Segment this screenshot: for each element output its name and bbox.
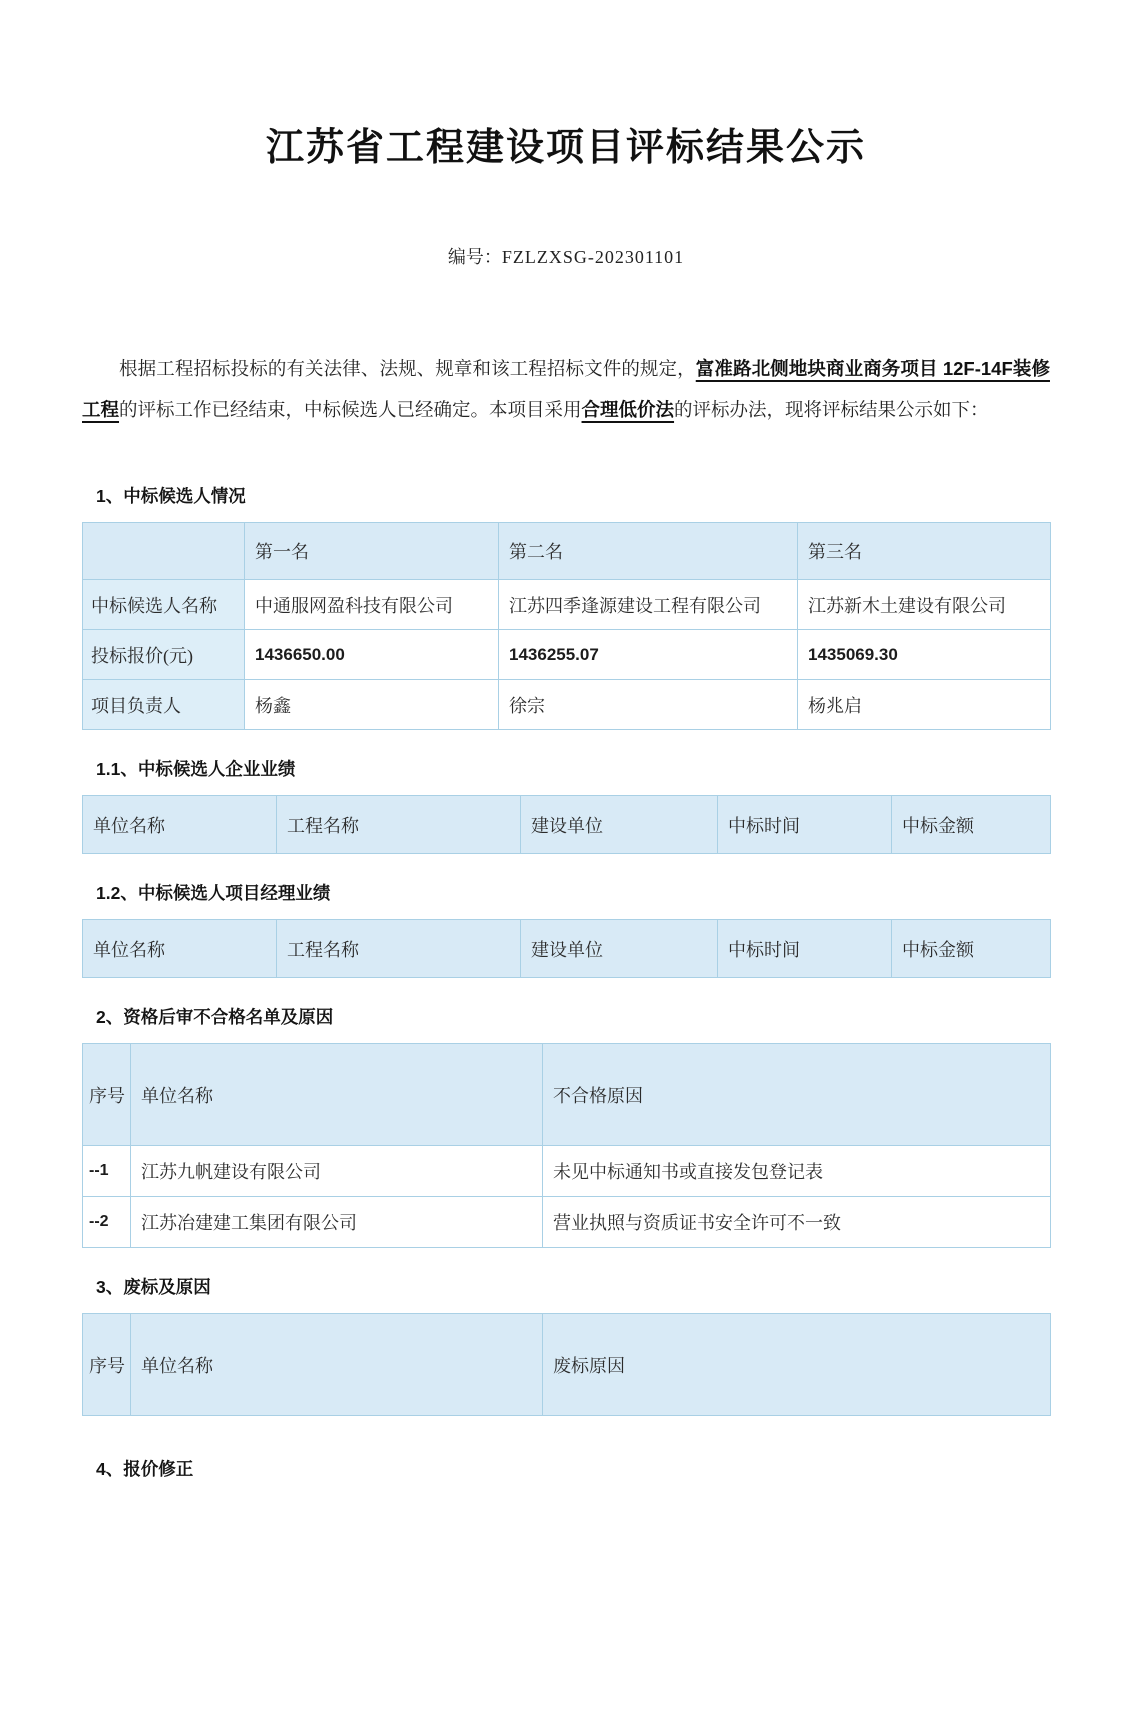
candidate-1-manager: 杨鑫 — [245, 680, 499, 730]
table-header-row — [83, 523, 1051, 580]
section-1-heading: 1、中标候选人情况 — [96, 486, 246, 506]
header-cell-company: 单位名称 — [131, 1044, 543, 1146]
table-header-row — [83, 796, 1051, 854]
reason-cell: 营业执照与资质证书安全许可不一致 — [543, 1197, 1051, 1248]
enterprise-performance-table — [82, 795, 1051, 854]
table-row-bid-price — [83, 630, 1051, 680]
company-cell: 江苏冶建建工集团有限公司 — [131, 1197, 543, 1248]
rejected-bids-table — [82, 1313, 1051, 1416]
table-header-row — [83, 920, 1051, 978]
intro-text-3: 的评标办法，现将评标结果公示如下： — [674, 401, 989, 421]
header-cell-reason: 不合格原因 — [543, 1044, 1051, 1146]
project-name-emphasis: 富准路北侧地块商业商务项目 12F-14F装修工程 — [82, 358, 1050, 420]
disqualified-table — [82, 1043, 1051, 1248]
table-row-candidate-name — [83, 580, 1051, 630]
disqualified-row — [83, 1146, 1051, 1197]
evaluation-method-emphasis: 合理低价法 — [581, 399, 675, 420]
header-cell-reason: 废标原因 — [543, 1314, 1051, 1416]
row-label: 中标候选人名称 — [83, 580, 245, 630]
header-cell-project: 工程名称 — [277, 796, 521, 854]
candidate-1-name: 中通服网盈科技有限公司 — [245, 580, 499, 630]
header-cell-award-time: 中标时间 — [718, 920, 892, 978]
header-cell-award-amount: 中标金额 — [892, 920, 1051, 978]
header-cell-seq: 序号 — [83, 1044, 131, 1146]
section-1-2-heading: 1.2、中标候选人项目经理业绩 — [96, 883, 331, 903]
section-4-heading: 4、报价修正 — [96, 1459, 194, 1479]
candidate-3-manager: 杨兆启 — [798, 680, 1051, 730]
pm-performance-table — [82, 919, 1051, 978]
header-cell-first-place: 第一名 — [245, 523, 499, 580]
intro-text-1: 根据工程招标投标的有关法律、法规、规章和该工程招标文件的规定， — [119, 360, 696, 380]
candidate-2-manager: 徐宗 — [499, 680, 798, 730]
company-cell: 江苏九帆建设有限公司 — [131, 1146, 543, 1197]
header-cell-award-time: 中标时间 — [718, 796, 892, 854]
table-header-row — [83, 1314, 1051, 1416]
doc-number-line — [82, 243, 1050, 269]
intro-paragraph — [82, 349, 1050, 431]
table-row-project-manager — [83, 680, 1051, 730]
header-cell-company: 单位名称 — [83, 796, 277, 854]
header-cell-project: 工程名称 — [277, 920, 521, 978]
candidates-table — [82, 522, 1051, 730]
row-label: 项目负责人 — [83, 680, 245, 730]
candidate-3-name: 江苏新木土建设有限公司 — [798, 580, 1051, 630]
seq-cell: --1 — [83, 1146, 131, 1197]
section-2-heading: 2、资格后审不合格名单及原因 — [96, 1007, 334, 1027]
header-cell-award-amount: 中标金额 — [892, 796, 1051, 854]
candidate-3-price: 1435069.30 — [798, 630, 1051, 680]
page-title: 江苏省工程建设项目评标结果公示 — [265, 127, 866, 169]
candidate-1-price: 1436650.00 — [245, 630, 499, 680]
section-3-heading: 3、废标及原因 — [96, 1277, 211, 1297]
intro-text-2: 的评标工作已经结束，中标候选人已经确定。本项目采用 — [119, 401, 582, 421]
header-cell-owner: 建设单位 — [521, 920, 718, 978]
doc-number-value: FZLZXSG-202301101 — [501, 247, 685, 267]
header-cell-seq: 序号 — [83, 1314, 131, 1416]
doc-number-label: 编号： — [447, 247, 502, 267]
seq-cell: --2 — [83, 1197, 131, 1248]
candidate-2-price: 1436255.07 — [499, 630, 798, 680]
section-1-1-heading: 1.1、中标候选人企业业绩 — [96, 759, 296, 779]
table-header-row — [83, 1044, 1051, 1146]
disqualified-row — [83, 1197, 1051, 1248]
reason-cell: 未见中标通知书或直接发包登记表 — [543, 1146, 1051, 1197]
header-cell-company: 单位名称 — [131, 1314, 543, 1416]
row-label: 投标报价(元) — [83, 630, 245, 680]
header-cell-owner: 建设单位 — [521, 796, 718, 854]
header-cell-blank — [83, 523, 245, 580]
header-cell-third-place: 第三名 — [798, 523, 1051, 580]
header-cell-company: 单位名称 — [83, 920, 277, 978]
document-body — [82, 116, 1050, 1481]
header-cell-second-place: 第二名 — [499, 523, 798, 580]
candidate-2-name: 江苏四季逢源建设工程有限公司 — [499, 580, 798, 630]
